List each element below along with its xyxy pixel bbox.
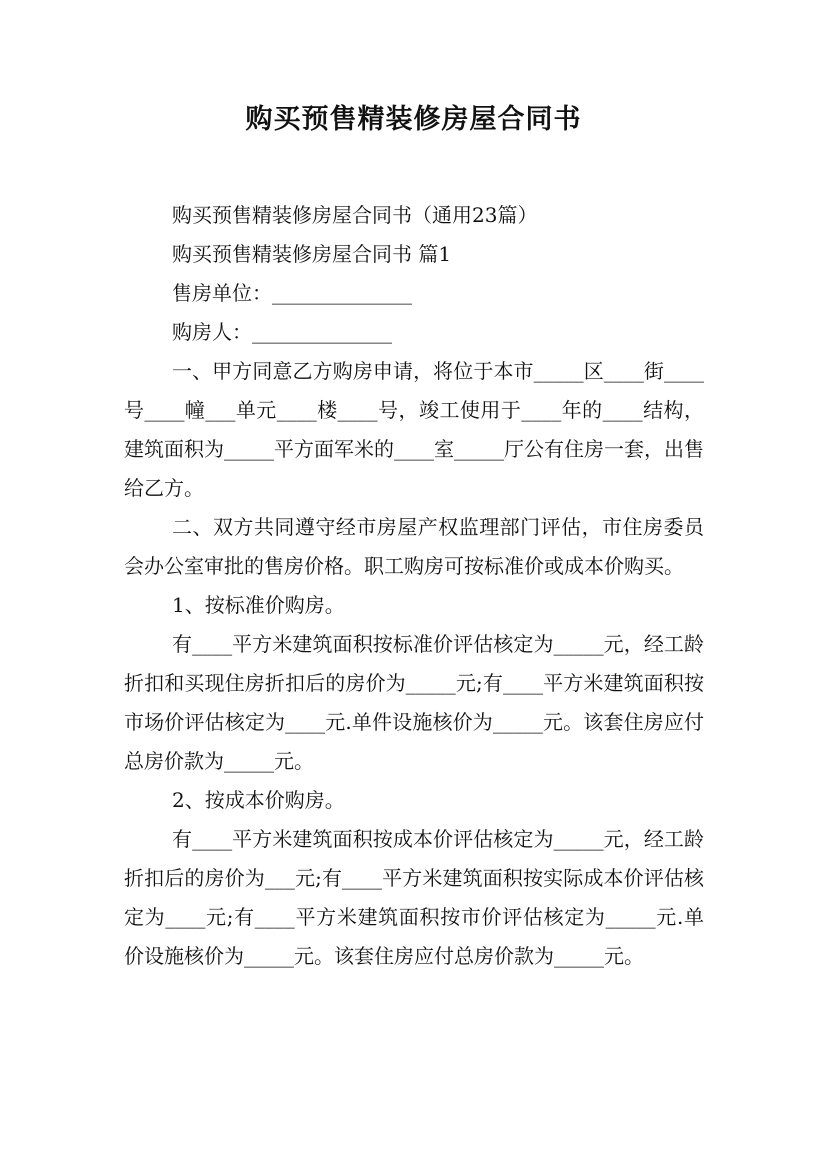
paragraph-clause-one: 一、甲方同意乙方购房申请，将位于本市_____区____街____号____幢___单元____楼____号，竣工使用于____年的____结构，建筑面积为_____平方面军米的____室_____厅公有住房一套，出售给乙方。 [124,359,704,500]
paragraph-cost-price-heading: 2、按成本价购房。 [172,788,345,812]
document-title: 购买预售精装修房屋合同书 [245,104,582,135]
paragraph-section-heading: 购买预售精装修房屋合同书 篇1 [172,242,452,266]
paragraph-cost-price-detail: 有____平方米建筑面积按成本价评估核定为_____元，经工龄折扣后的房价为___元;有____平方米建筑面积按实际成本价评估核定为____元;有____平方米建筑面积按市价评估核定为_____元.单价设施核价为_____元。该套住房应付总房价款为_____元。 [124,827,704,968]
paragraph-collection-title: 购买预售精装修房屋合同书（通用23篇） [172,203,538,227]
paragraph-seller-field: 售房单位：______________ [172,281,412,305]
paragraph-buyer-field: 购房人：______________ [172,320,392,344]
paragraph-standard-price-heading: 1、按标准价购房。 [172,593,345,617]
paragraph-clause-two: 二、双方共同遵守经市房屋产权监理部门评估，市住房委员会办公室审批的售房价格。职工购房可按标准价或成本价购买。 [124,515,704,578]
paragraph-standard-price-detail: 有____平方米建筑面积按标准价评估核定为_____元，经工龄折扣和买现住房折扣后的房价为_____元;有____平方米建筑面积按市场价评估核定为____元.单件设施核价为_____元。该套住房应付总房价款为_____元。 [124,632,704,773]
document-body [124,196,704,976]
